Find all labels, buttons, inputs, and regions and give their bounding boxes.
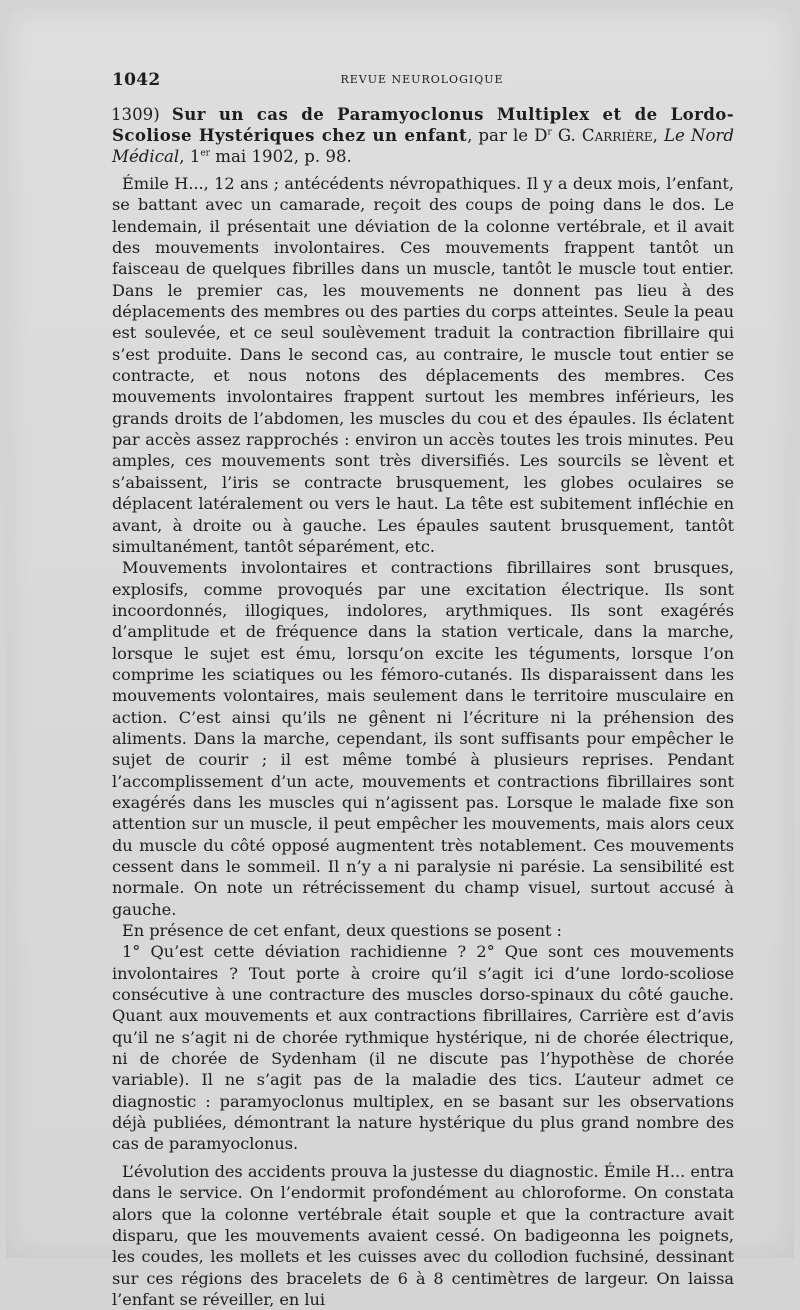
page-header: [112, 70, 732, 92]
running-title: REVUE NEUROLOGIQUE: [340, 73, 504, 86]
scanned-page: [6, 6, 794, 1309]
entry-dr-sup: r: [547, 127, 552, 138]
paragraph: Mouvements involontaires et contractions fibrillaires sont brusques, explosifs, comme provoqués par une excitation électrique. Ils sont incoordonnés, illogiques, indolores, arythmiques. Ils sont exagérés d’amplitude et de fréquence dans la station verticale, dans la marche, lorsque le sujet est ému, lorsqu’on excite les téguments, lorsque l’on comprime les sciatiques ou les fémoro-cutanés. Ils disparaissent dans les mouvements volontaires, mais seulement dans le territoire musculaire en action. C’est ainsi qu’ils ne gênent ni l’écriture ni la préhension des aliments. Dans la marche, cependant, ils sont suffisants pour empêcher le sujet de courir ; il est même tombé à plusieurs reprises. Pendant l’accomplissement d’un acte, mouvements et contractions fibrillaires sont exagérés dans les muscles qui n’agissent pas. Lorsque le malade fixe son attention sur un muscle, il peut empêcher les mouvements, mais alors ceux du muscle du côté opposé augmentent très notablement. Ces mouvements cessent dans le sommeil. Il n’y a ni paralysie ni parésie. La sensibilité est normale. On note un rétrécissement du champ visuel, surtout accusé à gauche.: [112, 558, 734, 919]
entry-number: 1309): [111, 105, 160, 124]
entry-journal: Le Nord Médical: [112, 126, 734, 166]
entry-title: Sur un cas de Paramyoclonus Multiplex et de Lordo-Scoliose Hystériques chez un enfant: [112, 104, 735, 145]
paragraph: En présence de cet enfant, deux questions se posent :: [122, 921, 562, 941]
page-number: 1042: [112, 70, 161, 90]
entry-date-sup: er: [200, 148, 210, 159]
entry-sep: ,: [652, 126, 664, 145]
entry-by: , par le D: [467, 126, 548, 145]
entry-date-pre: , 1: [179, 147, 201, 166]
paragraph: 1° Qu’est cette déviation rachidienne ? 2° Que sont ces mouvements involontaires ? Tout porte à croire qu’il s’agit ici d’une lordo-scoliose consécutive à une contracture des muscles dorso-spinaux du côté gauche. Quant aux mouvements et aux contractions fibrillaires, Carrière est d’avis qu’il ne s’agit ni de chorée rythmique hystérique, ni de chorée électrique, ni de chorée de Sydenham (il ne discute pas l’hypothèse de chorée variable). Il ne s’agit pas de la maladie des tics. L’auteur admet ce diagnostic : paramyoclonus multiplex, en se basant sur les observations déjà publiées, démontrant la nature hystérique du plus grand nombre des cas de paramyoclonus.: [112, 942, 734, 1154]
entry-author: G. Carrière: [557, 126, 653, 145]
entry-heading: [112, 104, 734, 167]
paragraph: L’évolution des accidents prouva la justesse du diagnostic. Émile H... entra dans le service. On l’endormit profondément au chloroforme. On constata alors que la colonne vertébrale était souple et que la contracture avait disparu, que les mouvements avaient cessé. On badigeonna les poignets, les coudes, les mollets et les cuisses avec du collodion fuchsiné, dessinant sur ces régions des bracelets de 6 à 8 centimètres de largeur. On laissa l’enfant se réveiller, en lui: [112, 1161, 734, 1309]
article: [112, 104, 734, 1310]
entry-date-post: mai 1902, p. 98.: [209, 147, 352, 166]
paragraph: Émile H..., 12 ans ; antécédents névropathiques. Il y a deux mois, l’enfant, se battant avec un camarade, reçoit des coups de poing dans le dos. Le lendemain, il présentait une déviation de la colonne vertébrale, et il avait des mouvements involontaires. Ces mouvements frappent tantôt un faisceau de quelques fibrilles dans un muscle, tantôt le muscle tout entier. Dans le premier cas, les mouvements ne donnent pas lieu à des déplacements des membres ou des parties du corps atteintes. Seule la peau est soulevée, et ce seul soulèvement traduit la contraction fibrillaire qui s’est produite. Dans le second cas, au contraire, le muscle tout entier se contracte, et nous notons des déplacements des membres. Ces mouvements involontaires frappent surtout les membres inférieurs, les grands droits de l’abdomen, les muscles du cou et des épaules. Ils éclatent par accès assez rapprochés : environ un accès toutes les trois minutes. Peu amples, ces mouvements sont très diversifiés. Les sourcils se lèvent et s’abaissent, l’iris se contracte brusquement, les globes oculaires se déplacent latéralement ou vers le haut. La tête est subitement infléchie en avant, à droite ou à gauche. Les épaules sautent brusquement, tantôt simultanément, tantôt séparément, etc.: [112, 174, 734, 556]
